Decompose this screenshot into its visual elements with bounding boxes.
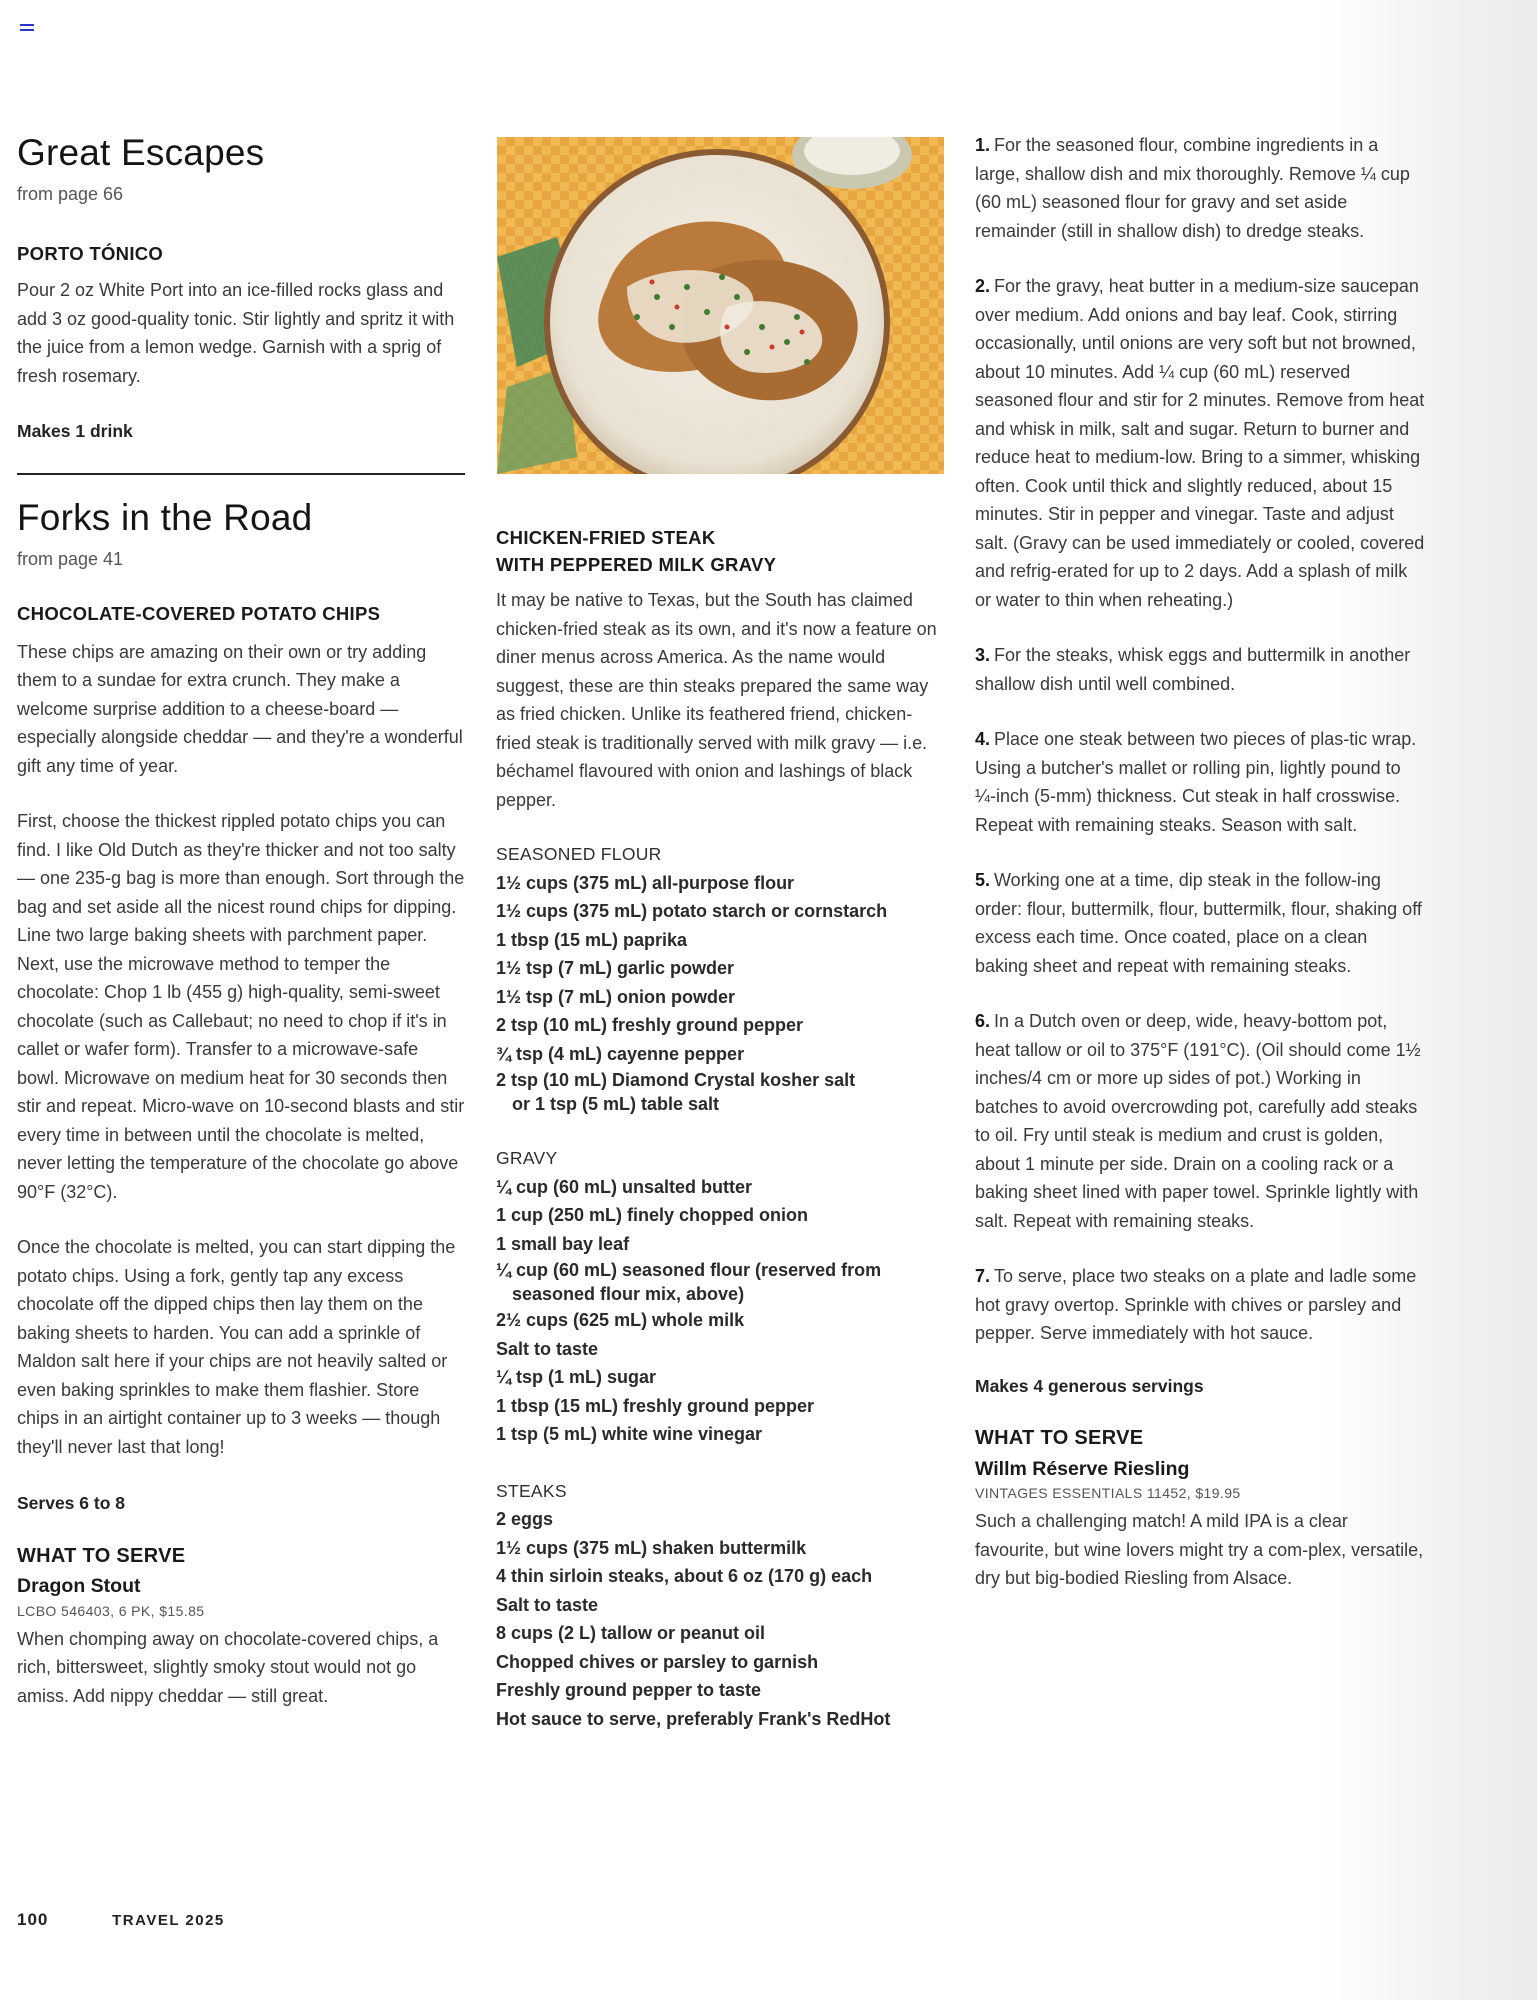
great-escapes-from-page: from page 66: [17, 184, 124, 204]
step-number: 1.: [975, 135, 991, 155]
ingredient: Chopped chives or parsley to garnish: [496, 1651, 819, 1672]
ingredient: 8 cups (2 L) tallow or peanut oil: [496, 1623, 766, 1643]
chips-yield: Serves 6 to 8: [17, 1493, 125, 1513]
step-number: 7.: [975, 1266, 991, 1286]
steaks-list: [496, 1505, 946, 1733]
ingredient: ¼ cup (60 mL) seasoned flour (reserved from: [496, 1260, 882, 1280]
step-number: 2.: [975, 276, 991, 296]
chips-paragraph: These chips are amazing on their own or try adding them to a sundae for extra crunch. They make a welcome surprise addition to a cheese-board — especially alongside cheddar — and they're a wonderful gift any time of year.: [17, 641, 463, 776]
pairing-name: Dragon Stout: [17, 1575, 141, 1597]
gravy-list: [496, 1173, 946, 1449]
step-number: 6.: [975, 1011, 991, 1031]
ingredient: 2 tsp (10 mL) freshly ground pepper: [496, 1015, 804, 1035]
steaks-heading: STEAKS: [496, 1480, 567, 1501]
ingredient: 1½ cups (375 mL) potato starch or cornstarch: [496, 901, 888, 921]
ingredient: ¾ tsp (4 mL) cayenne pepper: [496, 1043, 745, 1064]
seasoned-flour-heading: SEASONED FLOUR: [496, 844, 662, 864]
method-step: [975, 641, 1425, 698]
step-text: For the gravy, heat butter in a medium-size saucepan over medium. Add onions and bay leaf. Cook, stirring occasionally, until onions are very soft but not browned, about 10 minutes. Add ¼ cup (60 mL) reserved seasoned flour and stir for 2 minutes. Remove from heat and whisk in milk, salt and sugar. Return to burner and reduce heat to medium-low. Bring to a simmer, whisking often. Cook until thick and slightly reduced, about 15 minutes. Stir in pepper and vinegar. Taste and adjust salt. (Gravy can be used immediately or cooled, covered and refrig-erated for up to 2 days. Add a splash of milk or water to thin when reheating.): [975, 276, 1425, 610]
ingredient-continued: seasoned flour mix, above): [512, 1284, 745, 1304]
recipe-title-line1: CHICKEN-FRIED STEAK: [496, 527, 716, 548]
chicken-fried-steak-photo: [497, 137, 944, 474]
ingredient: Freshly ground pepper to taste: [496, 1680, 762, 1700]
issue-section: TRAVEL 2025: [112, 1912, 225, 1929]
chips-paragraph: First, choose the thickest rippled potato chips you can find. I like Old Dutch as they're thicker and not too salty — one 235-g bag is more than enough. Sort through the bag and set aside all the nicest round chips for dipping. Line two large baking sheets with parchment paper. Next, use the microwave method to temper the chocolate: Chop 1 lb (455 g) high-quality, semi-sweet chocolate (such as Callebaut; no need to chop if it's in callet or wafer form). Transfer to a microwave-safe bowl. Microwave on medium heat for 30 seconds then stir and repeat. Micro-wave on 10-second blasts and stir every time in between until the chocolate is melted, never letting the temperature of the chocolate go above 90°F (32°C).: [17, 811, 465, 1202]
section-divider: [17, 473, 465, 475]
ingredient: 1½ cups (375 mL) all-purpose flour: [496, 872, 795, 893]
steak-yield: Makes 4 generous servings: [975, 1375, 1204, 1396]
chips-paragraph: Once the chocolate is melted, you can start dipping the potato chips. Using a fork, gently tap any excess chocolate off the dipped chips then lay them on the baking sheets to harden. You can add a sprinkle of Maldon salt here if your chips are not heavily salted or even baking sprinkles to make them flashier. Store chips in an airtight container up to 3 weeks — though they'll never last that long!: [17, 1237, 456, 1457]
step-number: 3.: [975, 645, 991, 665]
forks-from-page: from page 41: [17, 548, 124, 569]
what-to-serve-heading: WHAT TO SERVE: [975, 1427, 1144, 1449]
method-step: [975, 866, 1425, 980]
porto-tonico-yield: Makes 1 drink: [17, 421, 133, 441]
ingredient: ¼ cup (60 mL) unsalted butter: [496, 1176, 753, 1197]
step-text: Place one steak between two pieces of plas-tic wrap. Using a butcher's mallet or rolling pin, lightly pound to ¼-inch (5-mm) thickness. Cut steak in half crosswise. Repeat with remaining steaks. Season with salt.: [975, 729, 1417, 835]
recipe-intro: It may be native to Texas, but the South has claimed chicken-fried steak as its own, and it's now a feature on diner menus across America. As the name would suggest, these are thin steaks prepared the same way as fried chicken. Unlike its feathered friend, chicken-fried steak is traditionally served with milk gravy — i.e. béchamel flavoured with onion and lashings of black pepper.: [496, 590, 937, 810]
chips-heading: CHOCOLATE-COVERED POTATO CHIPS: [17, 603, 381, 624]
ingredient: Hot sauce to serve, preferably Frank's RedHot: [496, 1708, 891, 1729]
step-number: 5.: [975, 870, 991, 890]
method-step: [975, 131, 1425, 245]
gravy-heading: GRAVY: [496, 1148, 558, 1168]
pairing-note: When chomping away on chocolate-covered chips, a rich, bittersweet, slightly smoky stout would not go amiss. Add nippy cheddar — still great.: [17, 1628, 439, 1706]
ingredient: 1½ cups (375 mL) shaken buttermilk: [496, 1537, 807, 1558]
ingredient: ¼ tsp (1 mL) sugar: [496, 1367, 657, 1387]
ingredient: 1 cup (250 mL) finely chopped onion: [496, 1205, 809, 1225]
ingredient: Salt to taste: [496, 1594, 599, 1615]
method-step: [975, 1007, 1425, 1235]
page-footer: [17, 1910, 225, 1930]
ingredient: 2 eggs: [496, 1509, 554, 1529]
ingredient: 1 tsp (5 mL) white wine vinegar: [496, 1424, 763, 1444]
step-text: For the seasoned flour, combine ingredients in a large, shallow dish and mix thoroughly. Remove ¼ cup (60 mL) seasoned flour for gravy and set aside remainder (still in shallow dish) to dredge steaks.: [975, 135, 1410, 241]
ingredient: 1 tbsp (15 mL) freshly ground pepper: [496, 1395, 815, 1416]
ingredient: 1 small bay leaf: [496, 1233, 630, 1254]
ingredient: 4 thin sirloin steaks, about 6 oz (170 g) each: [496, 1566, 873, 1586]
ingredient: 1½ tsp (7 mL) onion powder: [496, 986, 736, 1007]
menu-line: [20, 24, 34, 26]
porto-tonico-body: Pour 2 oz White Port into an ice-filled rocks glass and add 3 oz good-quality tonic. Stir lightly and spritz it with the juice from a lemon wedge. Garnish with a sprig of fresh rosemary.: [17, 280, 455, 386]
column-left: [17, 130, 465, 1710]
pairing-note: Such a challenging match! A mild IPA is a clear favourite, but wine lovers might try a com-plex, versatile, dry but big-bodied Riesling from Alsace.: [975, 1511, 1424, 1588]
step-text: To serve, place two steaks on a plate and ladle some hot gravy overtop. Sprinkle with chives or parsley and pepper. Serve immediately with hot sauce.: [975, 1266, 1417, 1343]
what-to-serve-heading: WHAT TO SERVE: [17, 1544, 186, 1567]
forks-title: Forks in the Road: [17, 496, 313, 538]
step-text: For the steaks, whisk eggs and buttermilk in another shallow dish until well combined.: [975, 645, 1411, 694]
food-illustration: [497, 137, 944, 474]
step-number: 4.: [975, 729, 991, 749]
seasoned-flour-list: [496, 869, 946, 1117]
recipe-title-line2: WITH PEPPERED MILK GRAVY: [496, 554, 777, 575]
pairing-meta: VINTAGES ESSENTIALS 11452, $19.95: [975, 1485, 1241, 1501]
method-step: [975, 1262, 1425, 1348]
porto-tonico-heading: PORTO TÓNICO: [17, 242, 164, 264]
menu-line: [20, 29, 34, 31]
column-right: [975, 131, 1425, 1593]
pairing-meta: LCBO 546403, 6 PK, $15.85: [17, 1602, 205, 1619]
method-step: [975, 272, 1425, 614]
ingredient: 1 tbsp (15 mL) paprika: [496, 929, 688, 950]
page-number: 100: [17, 1910, 49, 1929]
ingredient: 2½ cups (625 mL) whole milk: [496, 1310, 745, 1330]
step-text: Working one at a time, dip steak in the follow-ing order: flour, buttermilk, flour, buttermilk, flour, shaking off excess each time. Once coated, place on a clean baking sheet and repeat with remaining steaks.: [975, 870, 1422, 976]
ingredient: 1½ tsp (7 mL) garlic powder: [496, 958, 735, 978]
ingredient-continued: or 1 tsp (5 mL) table salt: [512, 1094, 720, 1114]
pairing-name: Willm Réserve Riesling: [975, 1457, 1190, 1480]
method-step: [975, 725, 1425, 839]
ingredient: 2 tsp (10 mL) Diamond Crystal kosher salt: [496, 1070, 856, 1090]
hamburger-menu-icon[interactable]: [20, 20, 34, 34]
great-escapes-title: Great Escapes: [17, 132, 265, 173]
step-text: In a Dutch oven or deep, wide, heavy-bottom pot, heat tallow or oil to 375°F (191°C). (Oil should come 1½ inches/4 cm or more up sides of pot.) Working in batches to avoid overcrowding pot, carefully add steaks to oil. Fry until steak is medium and crust is golden, about 1 minute per side. Drain on a cooling rack or a baking sheet lined with paper towel. Sprinkle lightly with salt. Repeat with remaining steaks.: [975, 1011, 1421, 1231]
ingredient: Salt to taste: [496, 1338, 599, 1359]
column-middle: [496, 524, 946, 1733]
